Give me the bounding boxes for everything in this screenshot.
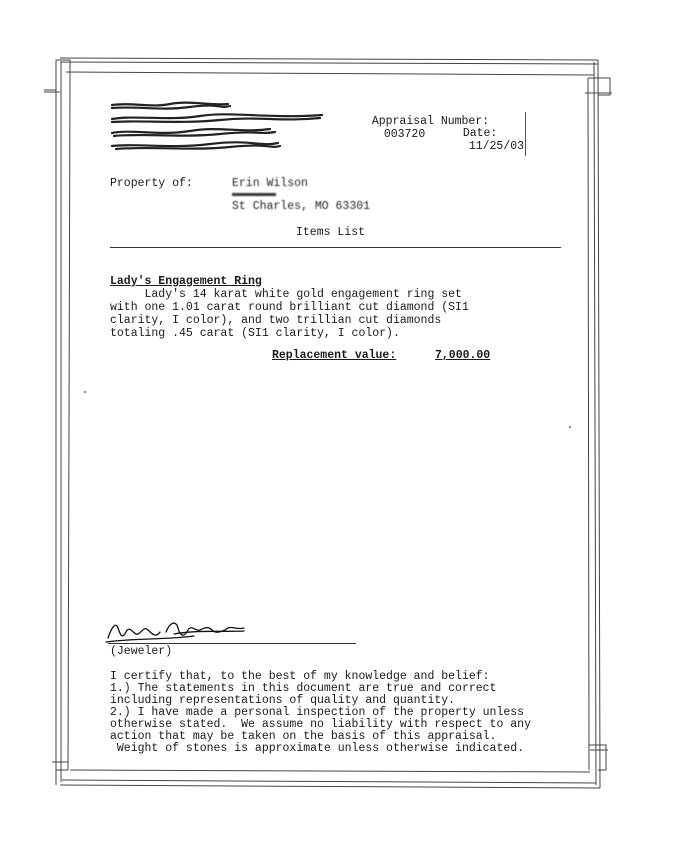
jeweler-label: (Jeweler) <box>110 645 173 658</box>
item-description-line: totaling .45 carat (SI1 clarity, I color). <box>110 327 400 340</box>
certification-line: action that may be taken on the basis of this appraisal. <box>110 730 497 743</box>
header-tick-mark <box>525 112 526 156</box>
certification-line: 1.) The statements in this document are true and correct <box>110 682 497 695</box>
replacement-value-amount: 7,000.00 <box>435 349 491 362</box>
date-row <box>449 114 524 153</box>
certification-line: otherwise stated. We assume no liability with respect to any <box>110 718 531 731</box>
redacted-address-block <box>110 100 340 155</box>
signature-line <box>108 643 356 644</box>
property-city-line: St Charles, MO 63301 <box>232 200 371 213</box>
items-list-divider <box>110 247 561 248</box>
item-description-line: with one 1.01 carat round brilliant cut diamond (SI1 <box>110 301 469 314</box>
date-label: Date: <box>462 127 498 140</box>
items-list-title: Items List <box>296 226 366 239</box>
certification-line: including representations of quality and quantity. <box>110 694 456 707</box>
certification-line: I certify that, to the best of my knowledge and belief: <box>110 670 490 683</box>
replacement-value-label: Replacement value: <box>272 349 397 362</box>
certification-line: 2.) I have made a personal inspection of the property unless <box>110 706 525 719</box>
certification-line: Weight of stones is approximate unless otherwise indicated. <box>110 742 525 755</box>
appraisal-number-value: 003720 <box>383 128 426 141</box>
item-description-line: Lady's 14 karat white gold engagement ring set <box>110 288 462 301</box>
item-title: Lady's Engagement Ring <box>110 275 262 288</box>
scan-mark <box>569 426 571 428</box>
redacted-street-line <box>232 193 276 196</box>
item-description-line: clarity, I color), and two trillian cut diamonds <box>110 314 442 327</box>
date-value: 11/25/03 <box>468 140 525 153</box>
property-label: Property of: <box>110 177 193 190</box>
property-owner-name: Erin Wilson <box>232 177 308 190</box>
appraisal-number-label: Appraisal Number: <box>371 115 490 128</box>
scan-mark <box>84 391 86 393</box>
